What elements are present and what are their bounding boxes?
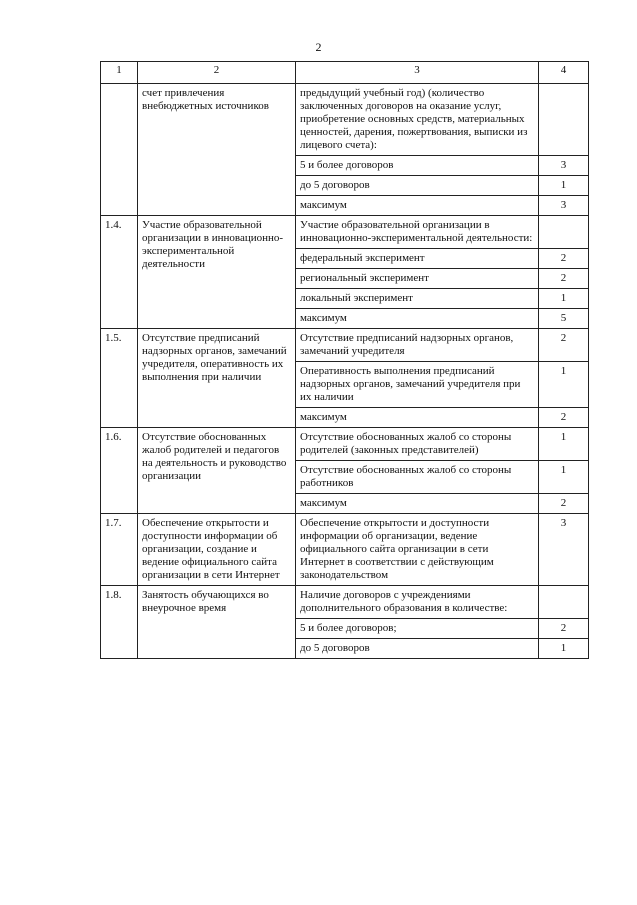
criterion-text: предыдущий учебный год) (количество заключенных договоров на оказание услуг, приобретение основных средств, материальных ценностей, дарения, пожертвования, выписки из лицевого счета): [296,84,539,156]
score-value: 1 [539,639,589,659]
criteria-table [100,61,589,659]
criterion-text: до 5 договоров [296,639,539,659]
table-row [101,84,589,156]
header-cell: 3 [296,62,539,84]
header-cell: 4 [539,62,589,84]
score-value: 1 [539,362,589,408]
score-value: 1 [539,176,589,196]
score-value: 2 [539,269,589,289]
criterion-text: максимум [296,196,539,216]
criterion-text: локальный эксперимент [296,289,539,309]
criterion-text: 5 и более договоров; [296,619,539,639]
score-value: 2 [539,329,589,362]
criterion-text: максимум [296,494,539,514]
score-value: 2 [539,408,589,428]
score-value: 5 [539,309,589,329]
criterion-text: Отсутствие предписаний надзорных органов, замечаний учредителя [296,329,539,362]
criterion-text: Оперативность выполнения предписаний надзорных органов, замечаний учредителя при их наличии [296,362,539,408]
header-cell: 2 [138,62,296,84]
score-value [539,586,589,619]
criterion-text: федеральный эксперимент [296,249,539,269]
table-row [101,329,589,362]
item-number: 1.8. [101,586,138,659]
score-value: 3 [539,196,589,216]
indicator-name: Отсутствие обоснованных жалоб родителей и педагогов на деятельность и руководство организации [138,428,296,514]
score-value [539,216,589,249]
header-cell: 1 [101,62,138,84]
score-value: 1 [539,428,589,461]
page-number: 2 [315,40,322,54]
criterion-text: Отсутствие обоснованных жалоб со стороны родителей (законных представителей) [296,428,539,461]
criterion-text: Участие образовательной организации в инновационно-экспериментальной деятельности: [296,216,539,249]
item-number: 1.5. [101,329,138,428]
item-number [101,84,138,216]
item-number: 1.4. [101,216,138,329]
item-number: 1.7. [101,514,138,586]
criterion-text: Обеспечение открытости и доступности информации об организации, ведение официального сайта организации в сети Интернет в соответствии с действующим законодательством [296,514,539,586]
table-row [101,428,589,461]
indicator-name: Отсутствие предписаний надзорных органов, замечаний учредителя, оперативность их выполнения при наличии [138,329,296,428]
indicator-name: счет привлечения внебюджетных источников [138,84,296,216]
score-value [539,84,589,156]
table-row [101,586,589,619]
criterion-text: до 5 договоров [296,176,539,196]
table-row [101,514,589,586]
criterion-text: 5 и более договоров [296,156,539,176]
score-value: 1 [539,461,589,494]
table-header-row [101,62,589,84]
score-value: 3 [539,514,589,586]
criterion-text: максимум [296,309,539,329]
criterion-text: Наличие договоров с учреждениями дополнительного образования в количестве: [296,586,539,619]
indicator-name: Занятость обучающихся во внеурочное время [138,586,296,659]
score-value: 2 [539,249,589,269]
score-value: 2 [539,619,589,639]
score-value: 1 [539,289,589,309]
indicator-name: Участие образовательной организации в инновационно-экспериментальной деятельности [138,216,296,329]
criterion-text: региональный эксперимент [296,269,539,289]
item-number: 1.6. [101,428,138,514]
criterion-text: Отсутствие обоснованных жалоб со стороны работников [296,461,539,494]
criterion-text: максимум [296,408,539,428]
score-value: 2 [539,494,589,514]
score-value: 3 [539,156,589,176]
table-row [101,216,589,249]
indicator-name: Обеспечение открытости и доступности информации об организации, создание и ведение официального сайта организации в сети Интернет [138,514,296,586]
